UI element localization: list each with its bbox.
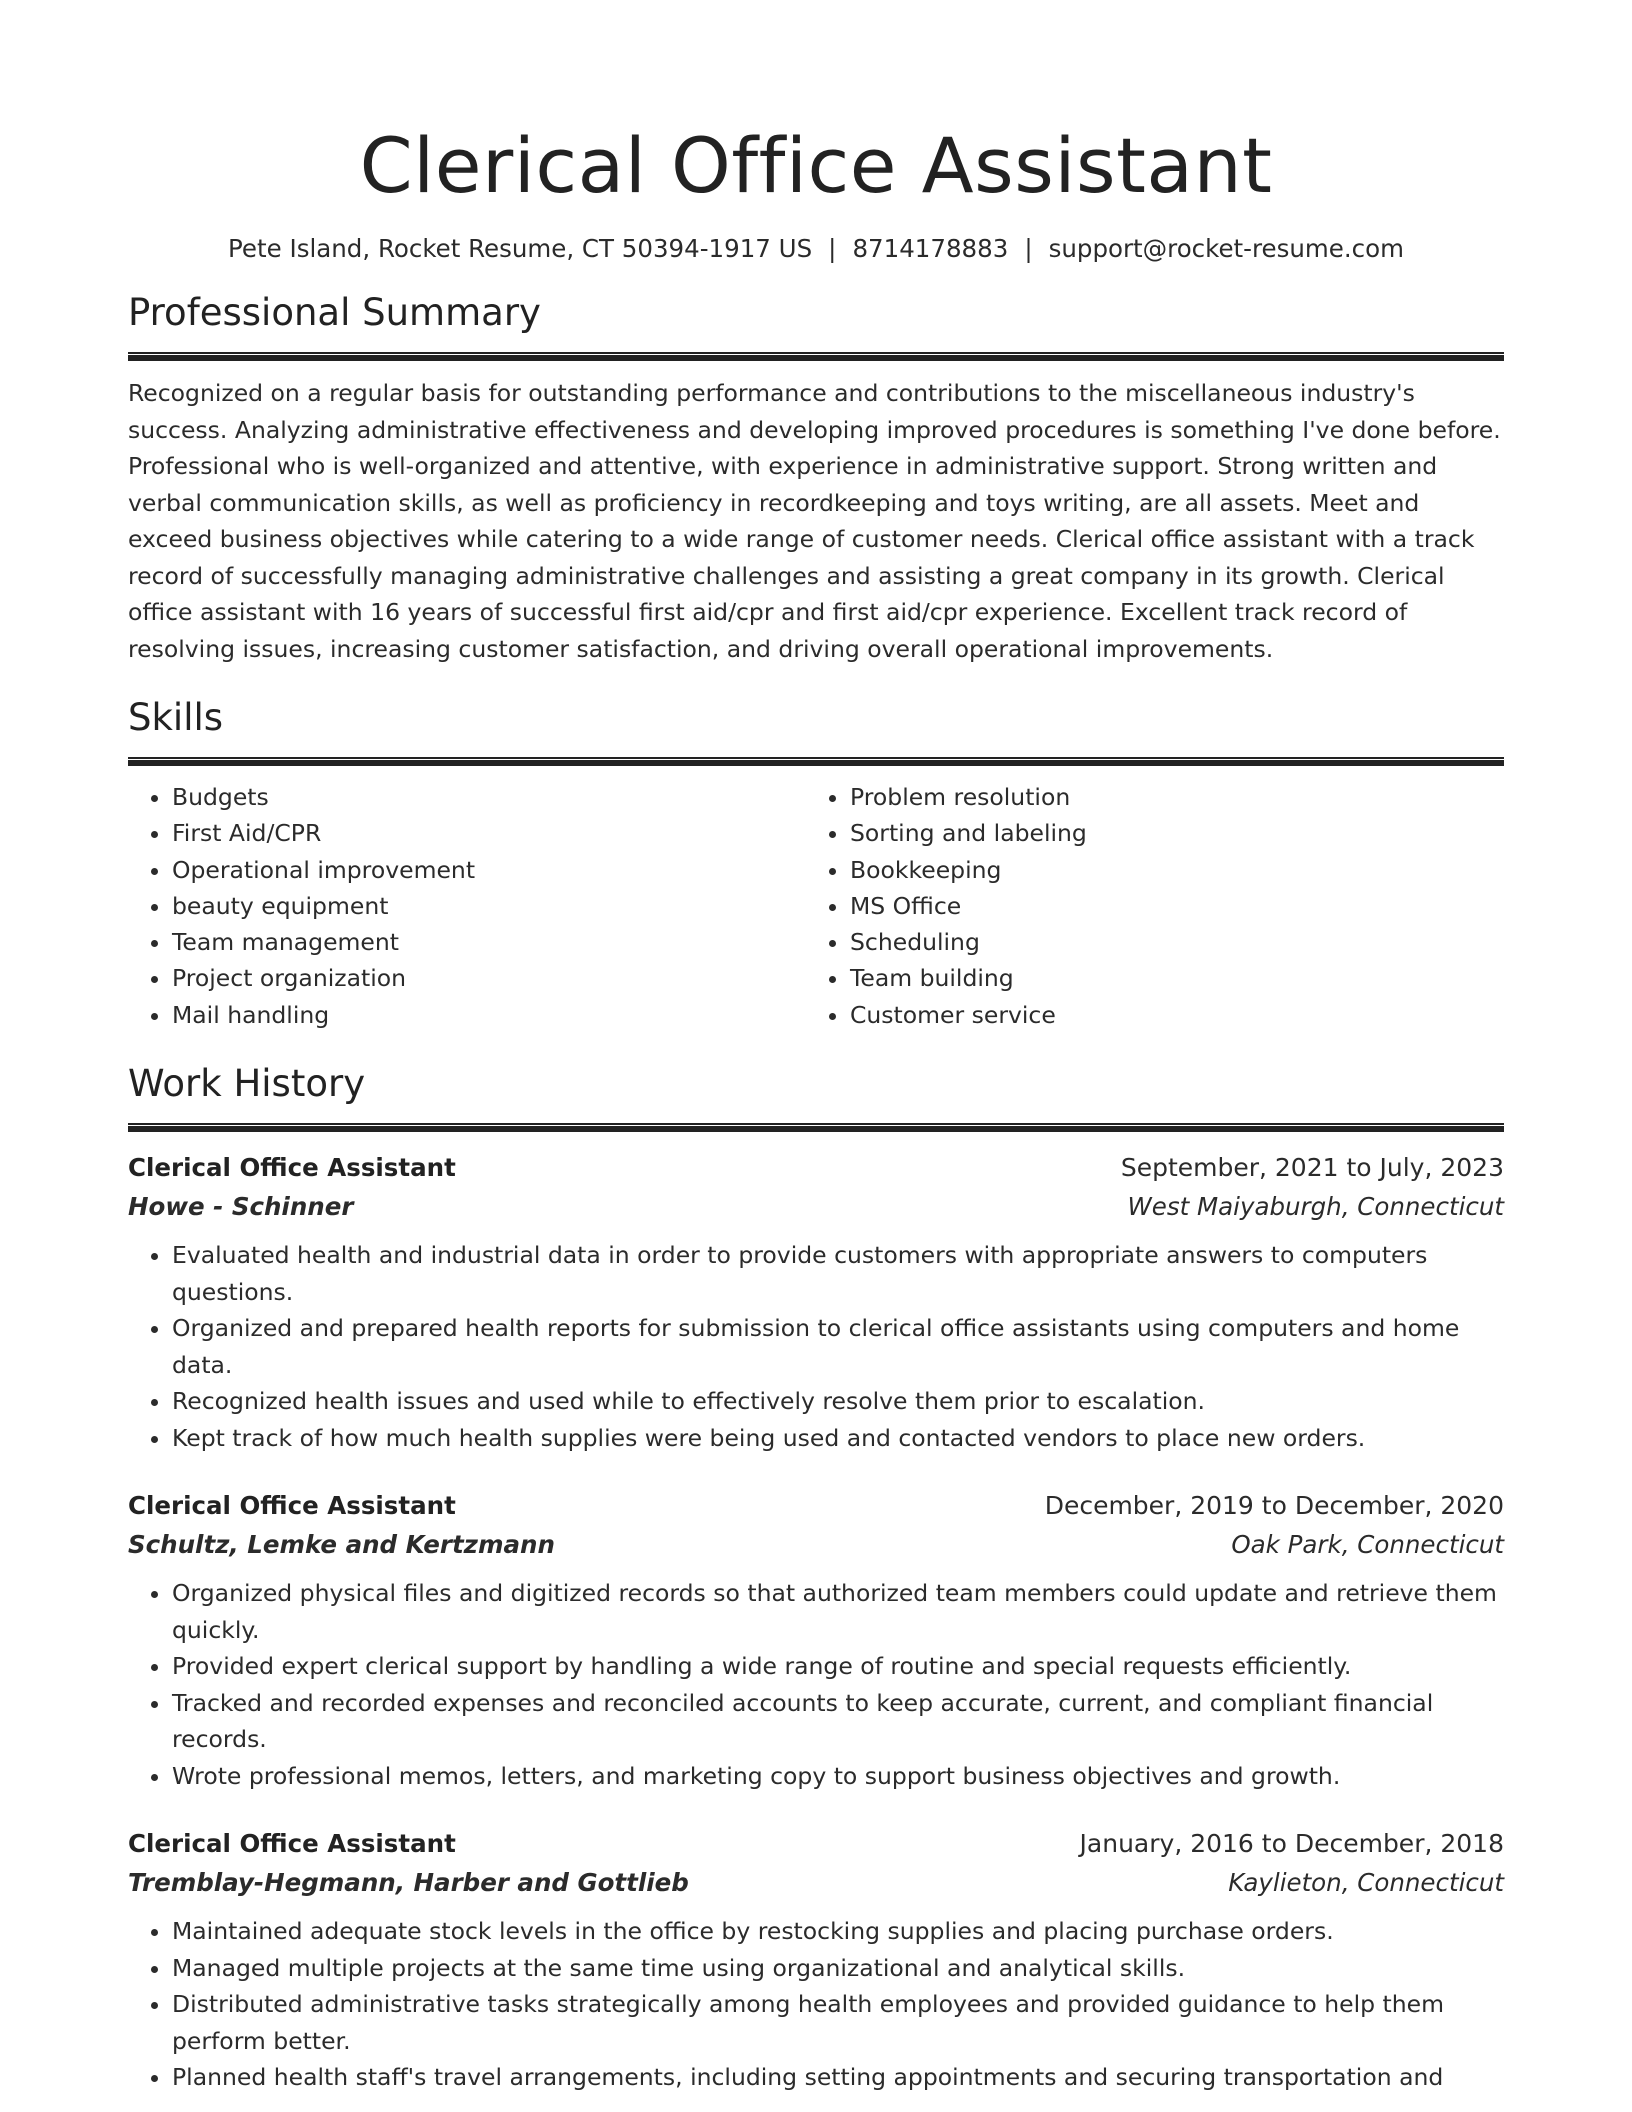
skill-item: • Team management	[172, 924, 806, 960]
skill-item: • First Aid/CPR	[172, 815, 806, 851]
work-heading: Work History	[128, 1062, 366, 1106]
job-bullet: • Kept track of how much health supplies were being used and contacted vendors to place new orders.	[172, 1420, 1504, 1457]
skill-item: • Budgets	[172, 779, 806, 815]
job-bullet: • Distributed administrative tasks strategically among health employees and provided guidance to help them perform better.	[172, 1986, 1504, 2059]
contact-address: Pete Island, Rocket Resume, CT 50394-1917 US	[228, 234, 813, 263]
work-section	[128, 1059, 1504, 2096]
job-company: Schultz, Lemke and Kertzmann	[128, 1530, 555, 1560]
job-bullet: • Provided expert clerical support by handling a wide range of routine and special requests efficiently.	[172, 1648, 1504, 1685]
section-divider	[128, 1123, 1504, 1132]
job-bullet: • Organized and prepared health reports for submission to clerical office assistants using computers and home data.	[172, 1310, 1504, 1383]
job-bullet: • Evaluated health and industrial data in order to provide customers with appropriate answers to computers questions.	[172, 1237, 1504, 1310]
job-bullets	[128, 1913, 1504, 2096]
job-entry	[128, 1148, 1504, 1456]
contact-phone: 8714178883	[852, 234, 1009, 263]
job-location: West Maiyaburgh, Connecticut	[1127, 1192, 1504, 1222]
skills-columns	[128, 779, 1504, 1033]
skill-item: • Operational improvement	[172, 852, 806, 888]
job-entry	[128, 1824, 1504, 2096]
job-dates: December, 2019 to December, 2020	[1044, 1491, 1504, 1521]
skill-item: • MS Office	[850, 888, 1484, 924]
job-title: Clerical Office Assistant	[128, 1829, 456, 1859]
job-bullet: • Wrote professional memos, letters, and marketing copy to support business objectives and growth.	[172, 1758, 1504, 1795]
skill-item: • Mail handling	[172, 997, 806, 1033]
section-divider	[128, 352, 1504, 361]
skill-item: • Sorting and labeling	[850, 815, 1484, 851]
job-bullet: • Managed multiple projects at the same time using organizational and analytical skills.	[172, 1950, 1504, 1987]
job-location: Kaylieton, Connecticut	[1228, 1868, 1504, 1898]
contact-email: support@rocket-resume.com	[1048, 234, 1404, 263]
job-bullet: • Maintained adequate stock levels in the office by restocking supplies and placing purchase orders.	[172, 1913, 1504, 1950]
job-bullet: • Recognized health issues and used while to effectively resolve them prior to escalation.	[172, 1383, 1504, 1420]
job-bullet: • Tracked and recorded expenses and reconciled accounts to keep accurate, current, and compliant financial records.	[172, 1685, 1504, 1758]
job-bullet: • Planned health staff's travel arrangements, including setting appointments and securing transportation and	[172, 2059, 1504, 2096]
job-bullet: • Organized physical files and digitized records so that authorized team members could update and retrieve them quickly.	[172, 1575, 1504, 1648]
summary-heading: Professional Summary	[128, 291, 541, 334]
job-dates: September, 2021 to July, 2023	[1120, 1153, 1504, 1183]
skills-heading: Skills	[128, 696, 224, 739]
skill-item: • Project organization	[172, 960, 806, 996]
job-title: Clerical Office Assistant	[128, 1491, 456, 1521]
summary-text: Recognized on a regular basis for outstanding performance and contributions to the miscellaneous industry's success. Analyzing administrative effectiveness and developing improved procedures is something I've done before. Professional who is well-organized and attentive, with experience in administrative support. Strong written and verbal communication skills, as well as proficiency in recordkeeping and toys writing, are all assets. Meet and exceed business objectives while catering to a wide range of customer needs. Clerical office assistant with a track record of successfully managing administrative challenges and assisting a great company in its growth. Clerical office assistant with 16 years of successful first aid/cpr and first aid/cpr experience. Excellent track record of resolving issues, increasing customer satisfaction, and driving overall operational improvements.	[128, 379, 1501, 663]
job-company: Tremblay-Hegmann, Harber and Gottlieb	[128, 1868, 689, 1898]
section-divider	[128, 757, 1504, 766]
job-location: Oak Park, Connecticut	[1231, 1530, 1504, 1560]
skills-list-left	[128, 779, 806, 1033]
skills-section	[128, 693, 1504, 1033]
resume-page	[128, 0, 1504, 2096]
job-entry	[128, 1486, 1504, 1794]
skill-item: • Team building	[850, 960, 1484, 996]
contact-separator: |	[828, 234, 837, 263]
skill-item: • Bookkeeping	[850, 852, 1484, 888]
skill-item: • beauty equipment	[172, 888, 806, 924]
contact-line	[128, 232, 1504, 266]
resume-title: Clerical Office Assistant	[359, 121, 1273, 210]
job-company: Howe - Schinner	[128, 1192, 354, 1222]
summary-section	[128, 288, 1504, 667]
skill-item: • Scheduling	[850, 924, 1484, 960]
job-bullets	[128, 1237, 1504, 1456]
job-title: Clerical Office Assistant	[128, 1153, 456, 1183]
skills-list-right	[806, 779, 1484, 1033]
job-bullets	[128, 1575, 1504, 1794]
contact-separator: |	[1024, 234, 1033, 263]
job-dates: January, 2016 to December, 2018	[1079, 1829, 1504, 1859]
skill-item: • Problem resolution	[850, 779, 1484, 815]
skill-item: • Customer service	[850, 997, 1484, 1033]
